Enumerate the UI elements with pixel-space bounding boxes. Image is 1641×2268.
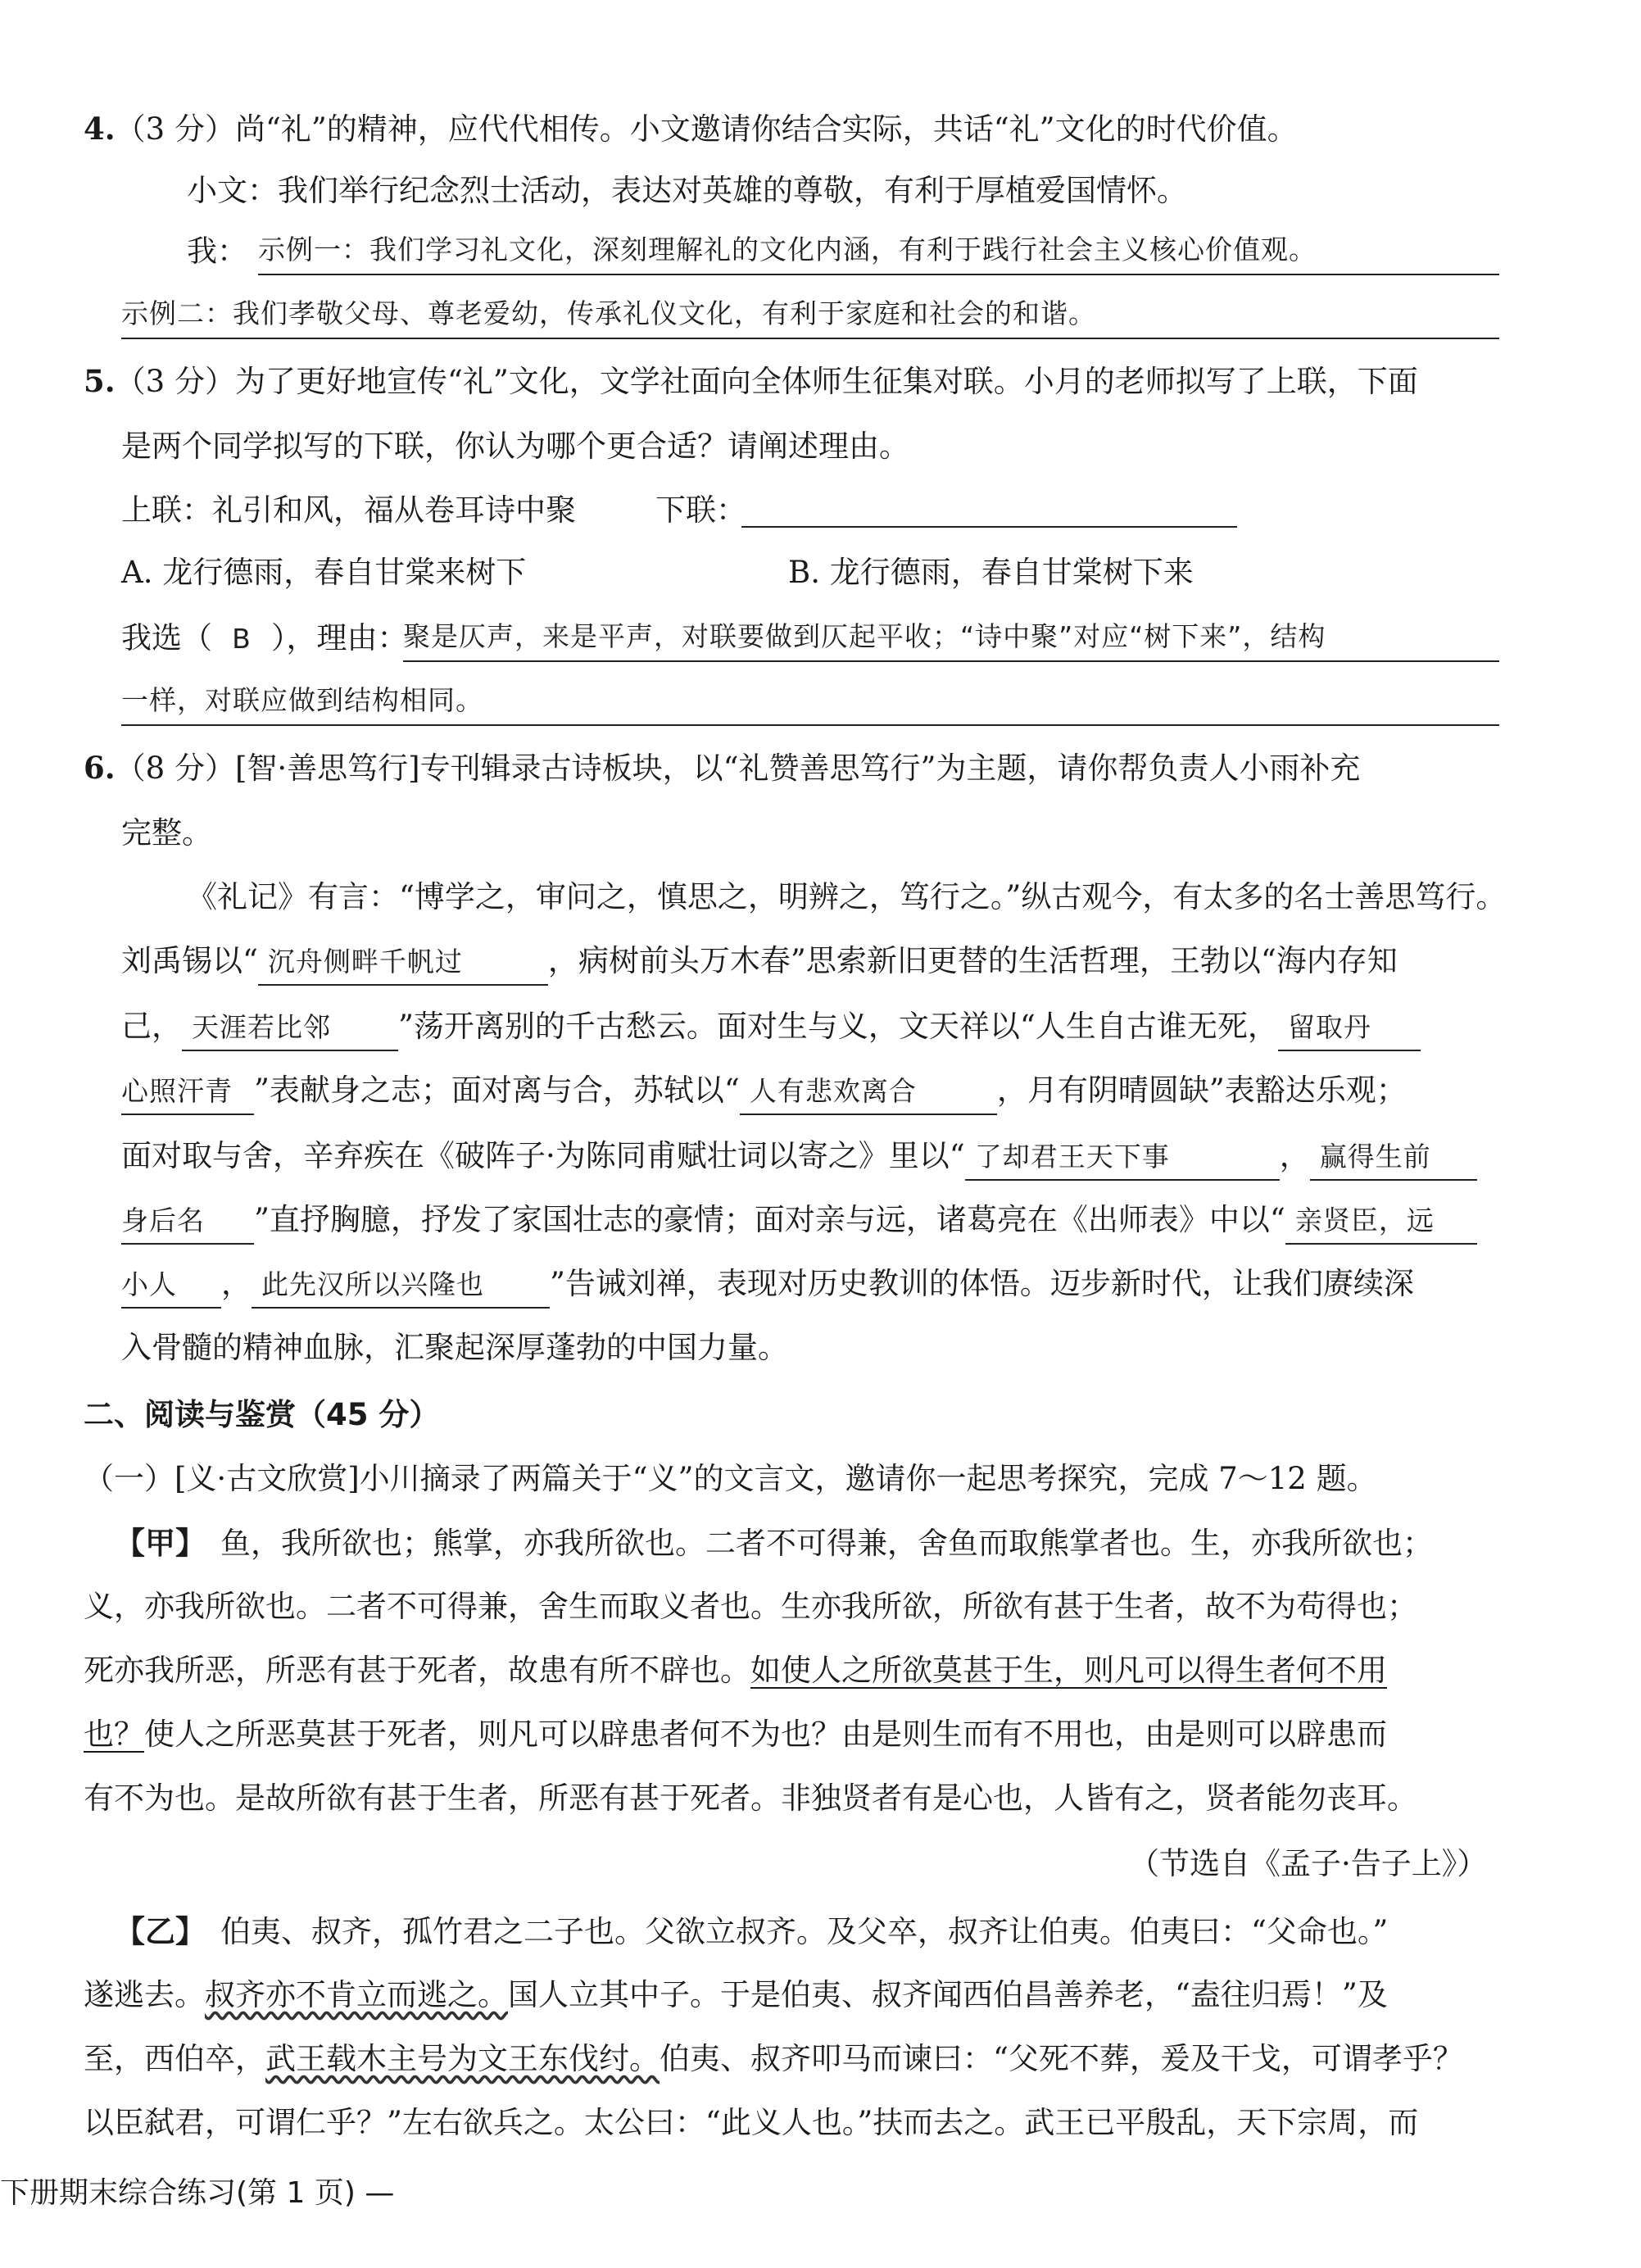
q5-stem-1-text: （3 分）为了更好地宣传“礼”文化，文学社面向全体师生征集对联。小月的老师拟写了上联，下面 xyxy=(115,364,1418,399)
q6-l5b: ， xyxy=(1279,1138,1310,1173)
q5-stem-2: 是两个同学拟写的下联，你认为哪个更合适？请阐述理由。 xyxy=(121,429,909,464)
q6-l6b: ”直抒胸臆，抒发了家国壮志的豪情；面对亲与远，诸葛亮在《出师表》中以“ xyxy=(254,1202,1285,1237)
q4-answer-2: 示例二：我们孝敬父母、尊老爱幼，传承礼仪文化，有利于家庭和社会的和谐。 xyxy=(121,297,1096,329)
q6-stem-1 xyxy=(84,746,1360,791)
jia-l1: 鱼，我所欲也；熊掌，亦我所欲也。二者不可得兼，舍鱼而取熊掌者也。生，亦我所欲也； xyxy=(220,1526,1433,1561)
jia-line-5: 有不为也。是故所欲有甚于生者，所恶有甚于死者。非独贤者有是心也，人皆有之，贤者能勿丧耳。 xyxy=(84,1780,1417,1816)
yi-l1: 伯夷、叔齐，孤竹君之二子也。父欲立叔齐。及父卒，叔齐让伯夷。伯夷曰：“父命也。” xyxy=(220,1914,1389,1949)
jia-l3a: 死亦我所恶，所恶有甚于死者，故患有所不辟也。 xyxy=(84,1653,750,1688)
q6-blank-2: 天涯若比邻 xyxy=(182,1005,398,1051)
q6-l5a: 面对取与舍，辛弃疾在《破阵子·为陈同甫赋壮词以寄之》里以“ xyxy=(121,1138,965,1173)
q5-reason-line-2 xyxy=(121,680,1499,726)
page-footer: 下册期末综合练习(第 1 页) — xyxy=(0,2176,395,2210)
q6-blank-6b: 身后名 xyxy=(121,1199,254,1245)
q6-stem-2: 完整。 xyxy=(121,815,212,850)
yi-l3b: 伯夷、叔齐叩马而谏曰：“父死不葬，爰及干戈，可谓孝乎？ xyxy=(660,2041,1463,2076)
section-2-title: 二、阅读与鉴赏（45 分） xyxy=(84,1397,440,1432)
jia-l4b: 使人之所恶莫甚于死者，则凡可以辟患者何不为也？由是则生而有不用也，由是则可以辟患而 xyxy=(144,1717,1387,1752)
section-2-intro: （一）[义·古文欣赏]小川摘录了两篇关于“义”的文言文，邀请你一起思考探究，完成 7～12 题。 xyxy=(84,1461,1377,1496)
q5-option-a: A. 龙行德雨，春自甘棠来树下 xyxy=(121,555,527,590)
q6-l4c: ，月有阴晴圆缺”表豁达乐观； xyxy=(996,1073,1407,1108)
yi-label: 【乙】 xyxy=(115,1913,206,1949)
q6-l7c: ”告诫刘禅，表现对历史教训的体悟。迈步新时代，让我们赓续深 xyxy=(550,1266,1414,1301)
yi-l3-underlined: 武王载木主号为文王东伐纣。 xyxy=(265,2041,660,2076)
q6-line-3 xyxy=(121,1005,1421,1051)
q6-line-8: 入骨髓的精神血脉，汇聚起深厚蓬勃的中国力量。 xyxy=(121,1330,788,1365)
q6-line-4 xyxy=(121,1068,1407,1115)
yi-line-1 xyxy=(115,1909,1388,1954)
yi-line-2 xyxy=(84,1973,1388,2017)
q4-number: 4. xyxy=(84,111,116,147)
q6-blank-3a: 留取丹 xyxy=(1278,1005,1421,1051)
q5-choose-post: ），理由： xyxy=(271,620,408,655)
q6-line-2 xyxy=(121,939,1398,986)
q4-answer-1: 示例一：我们学习礼文化，深刻理解礼的文化内涵，有利于践行社会主义核心价值观。 xyxy=(258,234,1317,265)
q5-stem-1 xyxy=(84,359,1418,404)
q4-answer-line-2 xyxy=(121,293,1499,339)
q6-line-6 xyxy=(121,1198,1477,1245)
q5-number: 5. xyxy=(84,363,116,399)
yi-l2-underlined: 叔齐亦不肯立而逃之。 xyxy=(205,1977,508,2012)
q4-stem-text: （3 分）尚“礼”的精神，应代代相传。小文邀请你结合实际，共话“礼”文化的时代价值。 xyxy=(115,111,1298,147)
q5-option-b: B. 龙行德雨，春自甘棠树下来 xyxy=(788,555,1194,590)
q5-choice: B xyxy=(232,623,252,655)
q6-blank-5: 了却君王天下事 xyxy=(965,1135,1280,1181)
q6-l2a: 刘禹锡以“ xyxy=(121,943,258,978)
q6-blank-3b: 心照汗青 xyxy=(121,1069,254,1115)
q5-upper-couplet: 上联：礼引和风，福从卷耳诗中聚 xyxy=(121,492,576,528)
q4-xiaowen: 小文：我们举行纪念烈士活动，表达对英雄的尊敬，有利于厚植爱国情怀。 xyxy=(187,173,1187,208)
yi-l3a: 至，西伯卒， xyxy=(84,2041,265,2076)
q4-stem xyxy=(84,107,1298,152)
yi-line-3 xyxy=(84,2037,1463,2081)
q6-stem-1-text: （8 分）[智·善思笃行]专刊辑录古诗板块，以“礼赞善思笃行”为主题，请你帮负责人小雨补充 xyxy=(115,751,1361,786)
q5-choose-pre: 我选（ xyxy=(121,620,212,655)
q6-blank-7a: 亲贤臣，远 xyxy=(1285,1199,1477,1245)
q6-l7b: ， xyxy=(221,1266,252,1301)
q6-l4b: ”表献身之志；面对离与合，苏轼以“ xyxy=(254,1073,740,1108)
q5-lower-blank xyxy=(741,526,1237,528)
q6-l2b: ，病树前头万木春”思索新旧更替的生活哲理，王勃以“海内存知 xyxy=(547,943,1398,978)
jia-line-4 xyxy=(84,1712,1387,1757)
q6-line-5 xyxy=(121,1134,1477,1181)
q6-blank-8: 此先汉所以兴隆也 xyxy=(252,1263,550,1309)
q5-reason-line-1 xyxy=(403,616,1499,662)
jia-line-2: 义，亦我所欲也。二者不可得兼，舍生而取义者也。生亦我所欲，所欲有甚于生者，故不为苟得也； xyxy=(84,1589,1417,1624)
q4-me-label: 我： xyxy=(187,234,247,269)
jia-label: 【甲】 xyxy=(115,1525,206,1561)
q4-answer-line-1 xyxy=(258,229,1499,275)
q6-blank-1: 沉舟侧畔千帆过 xyxy=(258,940,548,986)
jia-line-3 xyxy=(84,1649,1387,1693)
q5-choose xyxy=(121,616,408,661)
jia-l4-underlined: 也？ xyxy=(84,1717,144,1752)
q6-blank-6a: 赢得生前 xyxy=(1310,1135,1477,1181)
jia-l3-underlined: 如使人之所欲莫甚于生，则凡可以得生者何不用 xyxy=(750,1653,1387,1688)
q5-reason-1: 聚是仄声，来是平声，对联要做到仄起平收；“诗中聚”对应“树下来”，结构 xyxy=(403,620,1326,652)
yi-l2b: 国人立其中子。于是伯夷、叔齐闻西伯昌善养老，“盍往归焉！”及 xyxy=(508,1977,1388,2012)
q5-reason-2: 一样，对联应做到结构相同。 xyxy=(121,684,483,716)
jia-line-1 xyxy=(115,1521,1433,1566)
q6-number: 6. xyxy=(84,750,116,786)
q6-blank-4: 人有悲欢离合 xyxy=(740,1069,997,1115)
q6-line-7 xyxy=(121,1262,1414,1309)
yi-line-4: 以臣弑君，可谓仁乎？”左右欲兵之。太公曰：“此义人也。”扶而去之。武王已平殷乱，天下宗周，而 xyxy=(84,2105,1419,2140)
q6-l3a: 己， xyxy=(121,1009,182,1044)
q6-para-1: 《礼记》有言：“博学之，审问之，慎思之，明辨之，笃行之。”纵古观今，有太多的名士善思笃行。 xyxy=(187,879,1507,914)
q5-lower-label: 下联： xyxy=(655,492,746,528)
yi-l2a: 遂逃去。 xyxy=(84,1977,205,2012)
jia-source: （节选自《孟子·告子上》） xyxy=(1129,1846,1488,1881)
q6-l3b: ”荡开离别的千古愁云。面对生与义，文天祥以“人生自古谁无死， xyxy=(398,1009,1278,1044)
q6-blank-7b: 小人 xyxy=(121,1263,221,1309)
